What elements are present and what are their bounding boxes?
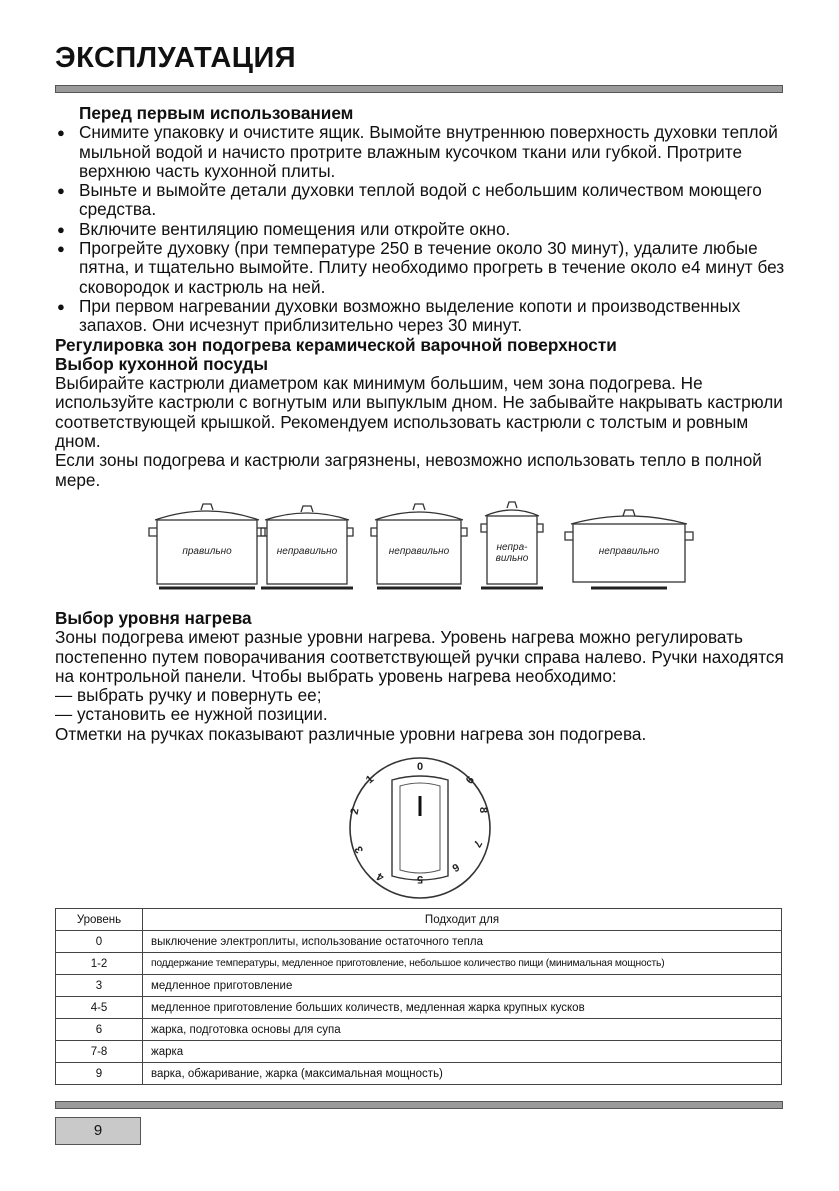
knob-mark-2: 2 bbox=[348, 807, 362, 816]
use-cell: выключение электроплиты, использование остаточного тепла bbox=[143, 931, 782, 953]
header-rule bbox=[55, 85, 783, 93]
knob-icon bbox=[340, 750, 500, 900]
level-cell: 6 bbox=[56, 1019, 143, 1041]
pot-label: неправильно bbox=[388, 545, 450, 557]
pot-correct bbox=[147, 498, 267, 602]
list-item: ● Прогрейте духовку (при температуре 250 в течение около 30 минут), удалите любые пятна, и тщательно вымойте. Плиту необходимо прогреть в течение около е4 минут без сковородок и кастрюль на ней. bbox=[55, 239, 790, 297]
table-row bbox=[56, 975, 782, 997]
heat-level-step-2: — установить ее нужной позиции. bbox=[55, 704, 328, 725]
section-heading-first-use: Перед первым использованием bbox=[79, 103, 354, 123]
knob-mark-3: 3 bbox=[352, 843, 367, 856]
table-row bbox=[56, 1063, 782, 1085]
pot-label: неправильно bbox=[598, 545, 660, 557]
table-row bbox=[56, 1041, 782, 1063]
heat-level-paragraph-2: Отметки на ручках показывают различные уровни нагрева зон подогрева. bbox=[55, 723, 647, 744]
pot-label-line-1: непра- bbox=[496, 541, 528, 553]
pot-label bbox=[487, 542, 537, 564]
list-item: ● Включите вентиляцию помещения или откройте окно. bbox=[55, 220, 790, 239]
use-cell: поддержание температуры, медленное приготовление, небольшое количество пищи (минимальная мощность) bbox=[143, 953, 782, 975]
knob-mark-6: 6 bbox=[449, 860, 462, 874]
cookware-paragraph-2: Если зоны подогрева и кастрюли загрязнены, невозможно использовать тепло в полной мере. bbox=[55, 450, 762, 490]
knob-mark-8: 8 bbox=[477, 806, 489, 814]
section-heading-zones: Регулировка зон подогрева керамической варочной поверхности bbox=[55, 334, 617, 355]
knob-mark-1: 1 bbox=[363, 773, 377, 787]
table-row bbox=[56, 953, 782, 975]
page-number: 9 bbox=[55, 1117, 141, 1145]
use-cell: медленное приготовление bbox=[143, 975, 782, 997]
list-item: ● Выньте и вымойте детали духовки теплой водой с небольшим количеством моющего средства. bbox=[55, 181, 790, 220]
level-cell: 9 bbox=[56, 1063, 143, 1085]
column-header-use: Подходит для bbox=[143, 909, 782, 931]
table-row bbox=[56, 931, 782, 953]
heat-level-step-1: — выбрать ручку и повернуть ее; bbox=[55, 685, 322, 706]
pot-wrong-4 bbox=[563, 498, 695, 602]
page-title: ЭКСПЛУАТАЦИЯ bbox=[55, 42, 297, 74]
use-cell: жарка, подготовка основы для супа bbox=[143, 1019, 782, 1041]
heat-level-paragraph: Зоны подогрева имеют разные уровни нагрева. Уровень нагрева можно регулировать постепенно путем поворачивания соответствующей ручки справа налево. Ручки находятся на контрольной панели. Чтобы выбрать уровень нагрева необходимо: bbox=[55, 627, 784, 686]
table-row bbox=[56, 997, 782, 1019]
level-cell: 1-2 bbox=[56, 953, 143, 975]
list-item: ● При первом нагревании духовки возможно выделение копоти и производственных запахов. Они исчезнут приблизительно через 30 минут. bbox=[55, 297, 790, 336]
use-cell: жарка bbox=[143, 1041, 782, 1063]
pot-label: правильно bbox=[182, 545, 232, 557]
section-heading-heat-level: Выбор уровня нагрева bbox=[55, 607, 252, 628]
cookware-paragraph: Выбирайте кастрюли диаметром как минимум большим, чем зона подогрева. Не используйте кастрюли с вогнутым или выпуклым дном. Не забывайте накрывать кастрюли соответствующей крышкой. Рекомендуем использовать кастрюли с толстым и ровным дном. bbox=[55, 373, 783, 452]
table-header-row bbox=[56, 909, 782, 931]
knob-mark-4: 4 bbox=[374, 869, 387, 884]
column-header-level: Уровень bbox=[56, 909, 143, 931]
footer-rule bbox=[55, 1101, 783, 1109]
pot-label: неправильно bbox=[276, 545, 338, 557]
level-cell: 7-8 bbox=[56, 1041, 143, 1063]
level-cell: 0 bbox=[56, 931, 143, 953]
knob-illustration bbox=[55, 750, 790, 900]
use-cell: варка, обжаривание, жарка (максимальная мощность) bbox=[143, 1063, 782, 1085]
pot-wrong-3 bbox=[479, 498, 545, 602]
main-content bbox=[55, 104, 790, 910]
pots-illustration bbox=[55, 498, 790, 603]
heat-level-table bbox=[55, 908, 782, 1085]
level-cell: 3 bbox=[56, 975, 143, 997]
pot-label-line-2: вильно bbox=[495, 552, 529, 564]
pot-wrong-2 bbox=[369, 498, 469, 602]
level-cell: 4-5 bbox=[56, 997, 143, 1019]
knob-mark-7: 7 bbox=[470, 837, 484, 850]
use-cell: медленное приготовление больших количеств, медленная жарка крупных кусков bbox=[143, 997, 782, 1019]
first-use-list bbox=[55, 123, 790, 335]
table-row bbox=[56, 1019, 782, 1041]
pot-wrong-1 bbox=[259, 498, 355, 602]
section-heading-cookware: Выбор кухонной посуды bbox=[55, 353, 269, 374]
knob-mark-5: 5 bbox=[416, 873, 424, 886]
knob-mark-0: 0 bbox=[416, 761, 424, 774]
list-item: ● Снимите упаковку и очистите ящик. Вымойте внутреннюю поверхность духовки теплой мыльной водой и начисто протрите влажным кусочком ткани или губкой. Протрите верхнюю часть кухонной плиты. bbox=[55, 123, 790, 181]
knob-mark-9: 9 bbox=[462, 773, 476, 786]
